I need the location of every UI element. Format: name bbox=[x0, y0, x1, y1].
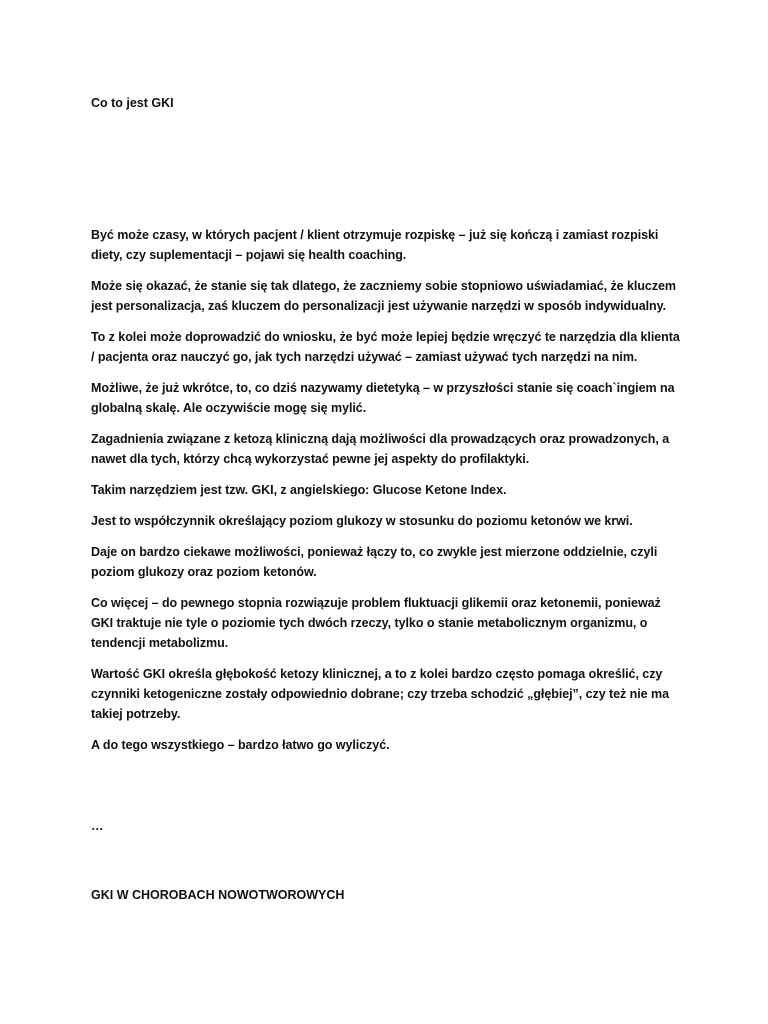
document-body bbox=[91, 225, 681, 766]
paragraph: Daje on bardzo ciekawe możliwości, ponieważ łączy to, co zwykle jest mierzone oddzielnie, czyli poziom glukozy oraz poziom ketonów. bbox=[91, 545, 658, 579]
paragraph: Jest to współczynnik określający poziom glukozy w stosunku do poziomu ketonów we krwi. bbox=[91, 514, 633, 528]
paragraph: Możliwe, że już wkrótce, to, co dziś nazywamy dietetyką – w przyszłości stanie się coach`ingiem na globalną skalę. Ale oczywiście mogę się mylić. bbox=[91, 381, 675, 415]
paragraph: Wartość GKI określa głębokość ketozy klinicznej, a to z kolei bardzo często pomaga określić, czy czynniki ketogeniczne zostały odpowiednio dobrane; czy trzeba schodzić „głębiej”, czy też nie ma takiej potrzeby. bbox=[91, 667, 669, 721]
paragraph: Co więcej – do pewnego stopnia rozwiązuje problem fluktuacji glikemii oraz ketonemii, ponieważ GKI traktuje nie tyle o poziomie tych dwóch rzeczy, tylko o stanie metabolicznym organizmu, o tendencji metabolizmu. bbox=[91, 596, 661, 650]
paragraph: A do tego wszystkiego – bardzo łatwo go wyliczyć. bbox=[91, 738, 390, 752]
ellipsis-text: … bbox=[91, 819, 104, 833]
document-title: Co to jest GKI bbox=[91, 96, 174, 110]
paragraph: Zagadnienia związane z ketozą kliniczną dają możliwości dla prowadzących oraz prowadzonych, a nawet dla tych, którzy chcą wykorzystać pewne jej aspekty do profilaktyki. bbox=[91, 432, 670, 466]
paragraph: Takim narzędziem jest tzw. GKI, z angielskiego: Glucose Ketone Index. bbox=[91, 483, 507, 497]
paragraph: To z kolei może doprowadzić do wniosku, że być może lepiej będzie wręczyć te narzędzia dla klienta / pacjenta oraz nauczyć go, jak tych narzędzi używać – zamiast używać tych narzędzi na nim. bbox=[91, 330, 680, 364]
paragraph: Być może czasy, w których pacjent / klient otrzymuje rozpiskę – już się kończą i zamiast rozpiski diety, czy suplementacji – pojawi się health coaching. bbox=[91, 228, 659, 262]
section-heading: GKI W CHOROBACH NOWOTWOROWYCH bbox=[91, 888, 345, 902]
paragraph: Może się okazać, że stanie się tak dlatego, że zaczniemy sobie stopniowo uświadamiać, że kluczem jest personalizacja, zaś kluczem do personalizacji jest używanie narzędzi w sposób indywidualny. bbox=[91, 279, 676, 313]
